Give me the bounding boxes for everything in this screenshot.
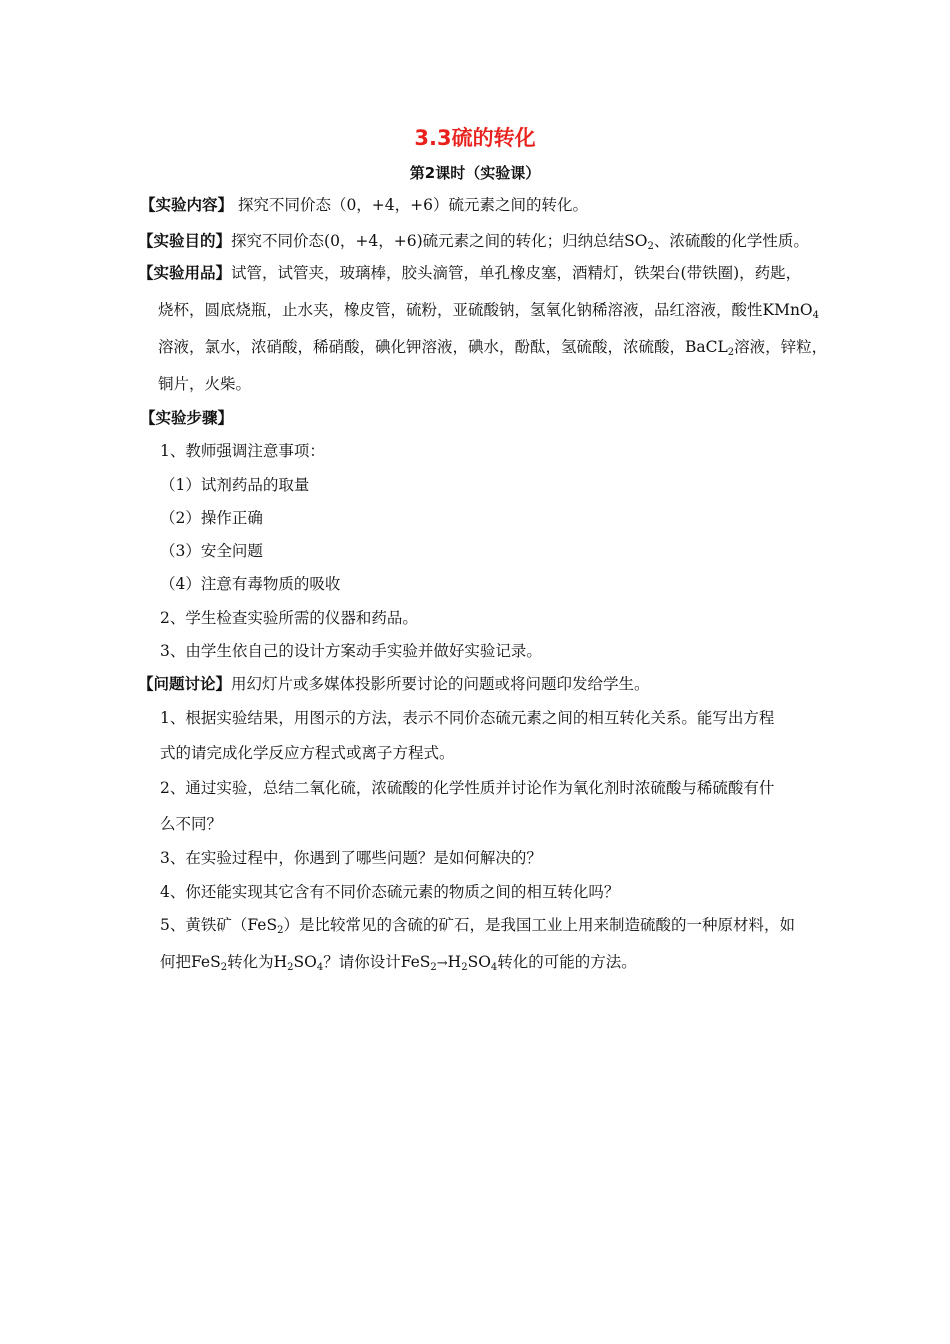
materials-heading: 【实验用品】 — [138, 264, 232, 282]
q5-sub: 4 — [316, 962, 324, 973]
content-heading: 【实验内容】 — [140, 196, 234, 214]
materials-line-4 — [158, 373, 251, 395]
q5-text: SO — [293, 953, 317, 971]
q5-sub: 2 — [461, 962, 468, 973]
materials-text-3b: 溶液，锌粒， — [734, 338, 828, 356]
content-text: 探究不同价态（0，+4，+6）硫元素之间的转化。 — [233, 196, 589, 214]
q5-sub: 2 — [277, 925, 284, 936]
step-item: （2）操作正确 — [160, 509, 263, 527]
q5-text: 何把FeS — [160, 953, 221, 971]
question-5-line-2 — [160, 951, 637, 975]
materials-line-2 — [158, 299, 819, 321]
purpose-paragraph — [138, 230, 809, 252]
step-item: （3）安全问题 — [160, 542, 263, 560]
question-2-line-1: 2、通过实验，总结二氧化硫，浓硫酸的化学性质并讨论作为氧化剂时浓硫酸与稀硫酸有什 — [160, 779, 775, 797]
question-5-line-1 — [160, 914, 795, 936]
materials-line-1 — [138, 262, 801, 284]
purpose-sub: 2 — [647, 241, 654, 252]
discussion-heading: 【问题讨论】 — [138, 675, 232, 693]
materials-sub-3: 2 — [727, 347, 735, 358]
materials-text-2: 烧杯，圆底烧瓶，止水夹，橡皮管，硫粉，亚硫酸钠，氢氧化钠稀溶液，品红溶液，酸性KMnO — [158, 301, 813, 319]
discussion-intro-text: 用幻灯片或多媒体投影所要讨论的问题或将问题印发给学生。 — [231, 675, 650, 693]
steps-heading: 【实验步骤】 — [140, 409, 234, 427]
q5-text: 转化的可能的方法。 — [497, 953, 637, 971]
purpose-text-a: 探究不同价态(0，+4，+6)硫元素之间的转化；归纳总结SO — [231, 232, 648, 250]
question-1-line-2: 式的请完成化学反应方程式或离子方程式。 — [160, 744, 455, 762]
step-item: 2、学生检查实验所需的仪器和药品。 — [160, 609, 418, 627]
q5-sub: 2 — [430, 962, 437, 973]
question-4: 4、你还能实现其它含有不同价态硫元素的物质之间的相互转化吗？ — [160, 883, 620, 901]
materials-text-3a: 溶液，氯水，浓硝酸，稀硝酸，碘化钾溶液，碘水，酚酞，氢硫酸，浓硫酸，BaCL — [158, 338, 728, 356]
page-title: 3.3硫的转化 — [414, 126, 536, 150]
materials-line-3 — [158, 336, 827, 358]
content-paragraph — [140, 194, 588, 216]
step-item: （1）试剂药品的取量 — [160, 476, 310, 494]
q5-sub: 2 — [220, 962, 228, 973]
q5-text: ）是比较常见的含硫的矿石，是我国工业上用来制造硫酸的一种原材料，如 — [283, 916, 795, 934]
step-item: 1、教师强调注意事项： — [160, 442, 325, 460]
q5-text: 5、黄铁矿（FeS — [160, 916, 278, 934]
q5-sub: 2 — [287, 962, 294, 973]
materials-text-1: 试管，试管夹，玻璃棒，胶头滴管，单孔橡皮塞，酒精灯，铁架台(带铁圈)，药匙， — [231, 264, 802, 282]
arrow-icon: → — [436, 956, 448, 971]
page-subtitle: 第2课时（实验课） — [409, 164, 541, 182]
q5-text: ？请你设计FeS — [323, 953, 431, 971]
question-3: 3、在实验过程中，你遇到了哪些问题？是如何解决的？ — [160, 849, 542, 867]
materials-sub-2: 4 — [812, 310, 820, 321]
purpose-heading: 【实验目的】 — [138, 232, 232, 250]
question-2-line-2: 么不同？ — [160, 815, 223, 833]
q5-text: SO — [467, 953, 491, 971]
q5-text: 转化为H — [227, 953, 288, 971]
step-item: 3、由学生依自己的设计方案动手实验并做好实验记录。 — [160, 642, 542, 660]
materials-text-4: 铜片，火柴。 — [158, 375, 252, 393]
q5-sub: 4 — [490, 962, 498, 973]
question-1-line-1: 1、根据实验结果，用图示的方法，表示不同价态硫元素之间的相互转化关系。能写出方程 — [160, 709, 775, 727]
purpose-text-b: 、浓硫酸的化学性质。 — [653, 232, 809, 250]
step-item: （4）注意有毒物质的吸收 — [160, 575, 341, 593]
q5-text: H — [447, 953, 462, 971]
discussion-intro — [138, 673, 650, 695]
